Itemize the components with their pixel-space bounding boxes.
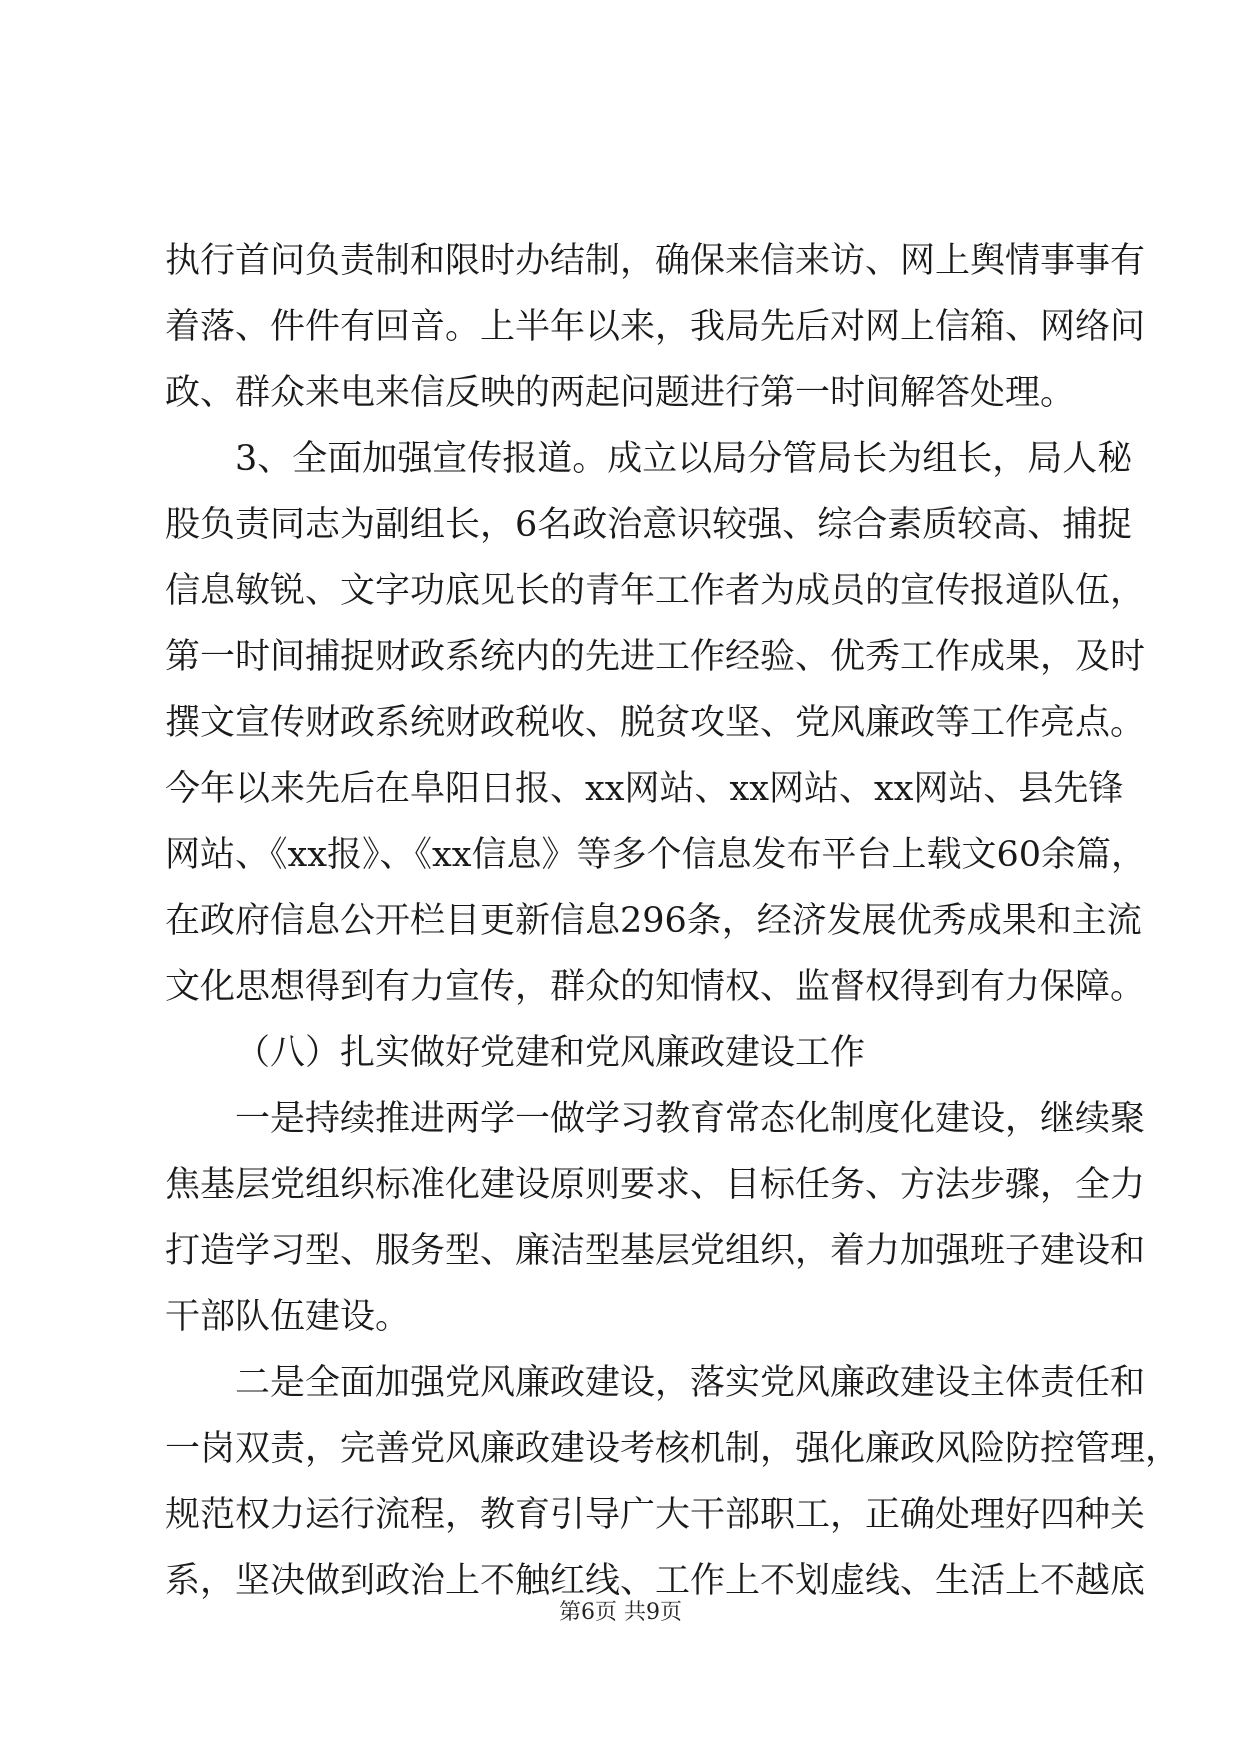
text-line: 干部队伍建设。 <box>165 1297 411 1337</box>
text-line: 焦基层党组织标准化建设原则要求、目标任务、方法步骤，全力 <box>165 1165 1146 1205</box>
text-line: 一是持续推进两学一做学习教育常态化制度化建设，继续聚 <box>235 1099 1146 1139</box>
document-body <box>165 228 1181 1614</box>
text-line: 政、群众来电来信反映的两起问题进行第一时间解答处理。 <box>165 373 1076 413</box>
text-line: 规范权力运行流程，教育引导广大干部职工，正确处理好四种关 <box>165 1495 1146 1535</box>
text-line: 3、全面加强宣传报道。成立以局分管局长为组长，局人秘 <box>235 439 1133 479</box>
text-line: 文化思想得到有力宣传，群众的知情权、监督权得到有力保障。 <box>165 967 1146 1007</box>
text-line: 打造学习型、服务型、廉洁型基层党组织，着力加强班子建设和 <box>165 1231 1146 1271</box>
section-heading: （八）扎实做好党建和党风廉政建设工作 <box>235 1033 866 1073</box>
text-line: 股负责同志为副组长，6名政治意识较强、综合素质较高、捕捉 <box>165 505 1133 545</box>
text-line: 二是全面加强党风廉政建设，落实党风廉政建设主体责任和 <box>235 1363 1146 1403</box>
text-line: 网站、《xx报》、《xx信息》等多个信息发布平台上载文60余篇， <box>165 835 1146 875</box>
text-line: 在政府信息公开栏目更新信息296条，经济发展优秀成果和主流 <box>165 901 1142 941</box>
text-line: 信息敏锐、文字功底见长的青年工作者为成员的宣传报道队伍， <box>165 571 1146 611</box>
text-line: 撰文宣传财政系统财政税收、脱贫攻坚、党风廉政等工作亮点。 <box>165 703 1146 743</box>
text-line: 执行首问负责制和限时办结制，确保来信来访、网上舆情事事有 <box>165 241 1146 281</box>
text-line: 一岗双责，完善党风廉政建设考核机制，强化廉政风险防控管理， <box>165 1429 1181 1469</box>
text-line: 第一时间捕捉财政系统内的先进工作经验、优秀工作成果，及时 <box>165 637 1146 677</box>
text-line: 系，坚决做到政治上不触红线、工作上不划虚线、生活上不越底 <box>165 1561 1146 1601</box>
text-line: 着落、件件有回音。上半年以来，我局先后对网上信箱、网络问 <box>165 307 1146 347</box>
page-number-footer: 第6页 共9页 <box>559 1600 682 1625</box>
text-line: 今年以来先后在阜阳日报、xx网站、xx网站、xx网站、县先锋 <box>165 769 1124 809</box>
